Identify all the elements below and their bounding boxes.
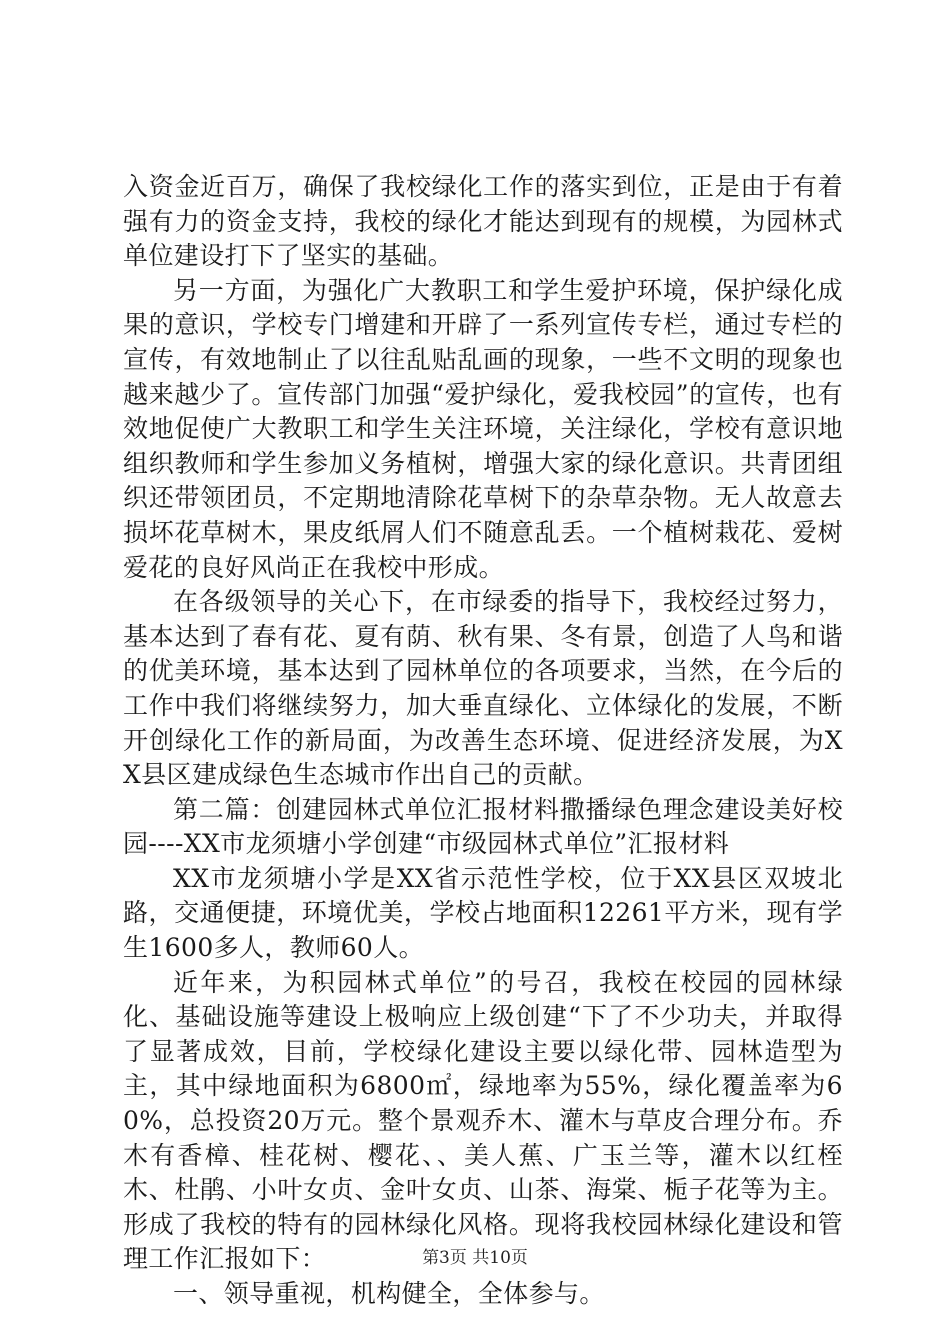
paragraph-6: 近年来，为积园林式单位”的号召，我校在校园的园林绿化、基础设施等建设上极响应上级创建“下了不少功夫，并取得了显著成效，目前，学校绿化建设主要以绿化带、园林造型为主，其中绿地面积为6800㎡，绿地率为55%，绿化覆盖率为60%，总投资20万元。整个景观乔木、灌木与草皮合理分布。乔木有香樟、桂花树、樱花、、美人蕉、广玉兰等，灌木以红桎木、杜鹃、小叶女贞、金叶女贞、山茶、海棠、栀子花等为主。形成了我校的特有的园林绿化风格。现将我校园林绿化建设和管理工作汇报如下： xyxy=(123,967,843,1274)
subheading-1: 一、领导重视，机构健全，全体参与。 xyxy=(173,1279,605,1308)
document-body xyxy=(123,170,843,1312)
paragraph-3: 在各级领导的关心下，在市绿委的指导下，我校经过努力，基本达到了春有花、夏有荫、秋有果、冬有景，创造了人鸟和谐的优美环境，基本达到了园林单位的各项要求，当然，在今后的工作中我们将继续努力，加大垂直绿化、立体绿化的发展，不断开创绿化工作的新局面，为改善生态环境、促进经济发展，为XX县区建成绿色生态城市作出自己的贡献。 xyxy=(123,587,843,790)
paragraph-2: 另一方面，为强化广大教职工和学生爱护环境，保护绿化成果的意识，学校专门增建和开辟了一系列宣传专栏，通过专栏的宣传，有效地制止了以往乱贴乱画的现象，一些不文明的现象也越来越少了。宣传部门加强“爱护绿化，爱我校园”的宣传，也有效地促使广大教职工和学生关注环境，关注绿化，学校有意识地组织教师和学生参加义务植树，增强大家的绿化意识。共青团组织还带领团员，不定期地清除花草树下的杂草杂物。无人故意去损坏花草树木，果皮纸屑人们不随意乱丢。一个植树栽花、爱树爱花的良好风尚正在我校中形成。 xyxy=(123,275,843,582)
paragraph-5: XX市龙须塘小学是XX省示范性学校，位于XX县区双坡北路，交通便捷，环境优美，学校占地面积12261平方米，现有学生1600多人，教师60人。 xyxy=(123,863,843,963)
paragraph-1: 入资金近百万，确保了我校绿化工作的落实到位，正是由于有着强有力的资金支持，我校的绿化才能达到现有的规模，为园林式单位建设打下了坚实的基础。 xyxy=(123,172,843,271)
section-heading: 第二篇：创建园林式单位汇报材料撒播绿色理念建设美好校园----XX市龙须塘小学创建“市级园林式单位”汇报材料 xyxy=(123,794,843,859)
page-number-footer: 第3页 共10页 xyxy=(422,1248,528,1268)
